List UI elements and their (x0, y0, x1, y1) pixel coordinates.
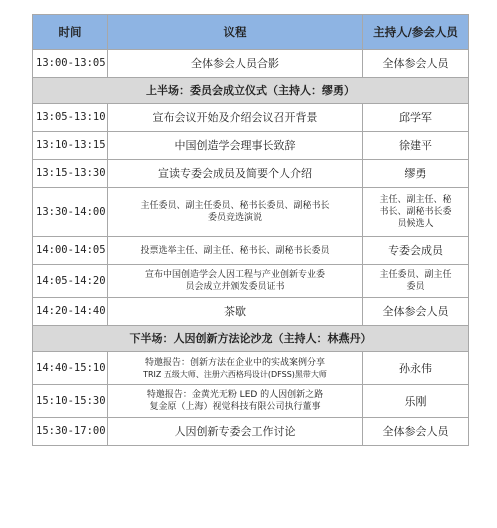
agenda-cell (108, 265, 363, 298)
agenda-subline: TRIZ 五级大师、注册六西格玛设计(DFSS)黑带大师 (143, 369, 327, 379)
host-cell: 乐刚 (363, 385, 469, 418)
agenda-line: 特邀报告：创新方法在企业中的实战案例分享 (144, 357, 325, 368)
agenda-cell: 人因创新专委会工作讨论 (108, 418, 363, 446)
host-line: 主任委员、副主任 (379, 270, 452, 280)
host-cell (363, 188, 469, 237)
time-cell: 14:00-14:05 (33, 237, 108, 265)
table-row (33, 418, 469, 446)
host-cell: 徐建平 (363, 132, 469, 160)
agenda-document (32, 14, 468, 446)
agenda-cell: 宣读专委会成员及简要个人介绍 (108, 160, 363, 188)
agenda-cell (108, 385, 363, 418)
host-line: 书长、副秘书长委 (379, 207, 452, 217)
table-row (33, 298, 469, 326)
table-row (33, 50, 469, 78)
time-cell: 13:00-13:05 (33, 50, 108, 78)
host-cell: 全体参会人员 (363, 50, 469, 78)
table-row (33, 265, 469, 298)
section-title: 下半场：人因创新方法论沙龙（主持人：林燕丹） (33, 326, 469, 352)
host-cell: 专委会成员 (363, 237, 469, 265)
host-line: 主任、副主任、秘 (379, 195, 452, 205)
host-cell: 全体参会人员 (363, 418, 469, 446)
section-row-second-half (33, 326, 469, 352)
header-time: 时间 (33, 15, 108, 50)
header-host: 主持人/参会人员 (363, 15, 469, 50)
header-agenda: 议程 (108, 15, 363, 50)
agenda-cell (108, 188, 363, 237)
host-cell: 全体参会人员 (363, 298, 469, 326)
time-cell: 15:10-15:30 (33, 385, 108, 418)
agenda-line: 宣布中国创造学会人因工程与产业创新专业委 (144, 270, 325, 280)
agenda-cell: 宣布会议开始及介绍会议召开背景 (108, 104, 363, 132)
host-cell: 邱学军 (363, 104, 469, 132)
agenda-line: 特邀报告：金黄光无粉 LED 的人因创新之路 (146, 390, 324, 400)
table-row (33, 104, 469, 132)
time-cell: 13:05-13:10 (33, 104, 108, 132)
table-row (33, 352, 469, 385)
agenda-line: 委员竞选演说 (207, 213, 262, 223)
host-cell (363, 265, 469, 298)
agenda-cell: 茶歇 (108, 298, 363, 326)
time-cell: 14:05-14:20 (33, 265, 108, 298)
time-cell: 13:10-13:15 (33, 132, 108, 160)
time-cell: 13:30-14:00 (33, 188, 108, 237)
agenda-line: 复金原（上海）视觉科技有限公司执行董事 (149, 402, 321, 412)
section-title: 上半场：委员会成立仪式（主持人：缪勇） (33, 78, 469, 104)
host-cell: 孙永伟 (363, 352, 469, 385)
table-header-row (33, 15, 469, 50)
agenda-line: 员会成立并颁发委员证书 (185, 282, 285, 292)
agenda-cell: 全体参会人员合影 (108, 50, 363, 78)
time-cell: 14:20-14:40 (33, 298, 108, 326)
agenda-cell: 中国创造学会理事长致辞 (108, 132, 363, 160)
agenda-cell (108, 352, 363, 385)
table-row (33, 160, 469, 188)
agenda-cell: 投票选举主任、副主任、秘书长、副秘书长委员 (108, 237, 363, 265)
agenda-line: 主任委员、副主任委员、秘书长委员、副秘书长 (140, 201, 330, 211)
host-line: 委员 (406, 282, 425, 292)
table-row (33, 188, 469, 237)
time-cell: 13:15-13:30 (33, 160, 108, 188)
table-row (33, 132, 469, 160)
section-row-first-half (33, 78, 469, 104)
time-cell: 15:30-17:00 (33, 418, 108, 446)
table-row (33, 237, 469, 265)
host-line: 员候选人 (397, 219, 434, 229)
agenda-table (32, 14, 469, 446)
time-cell: 14:40-15:10 (33, 352, 108, 385)
host-cell: 缪勇 (363, 160, 469, 188)
table-row (33, 385, 469, 418)
